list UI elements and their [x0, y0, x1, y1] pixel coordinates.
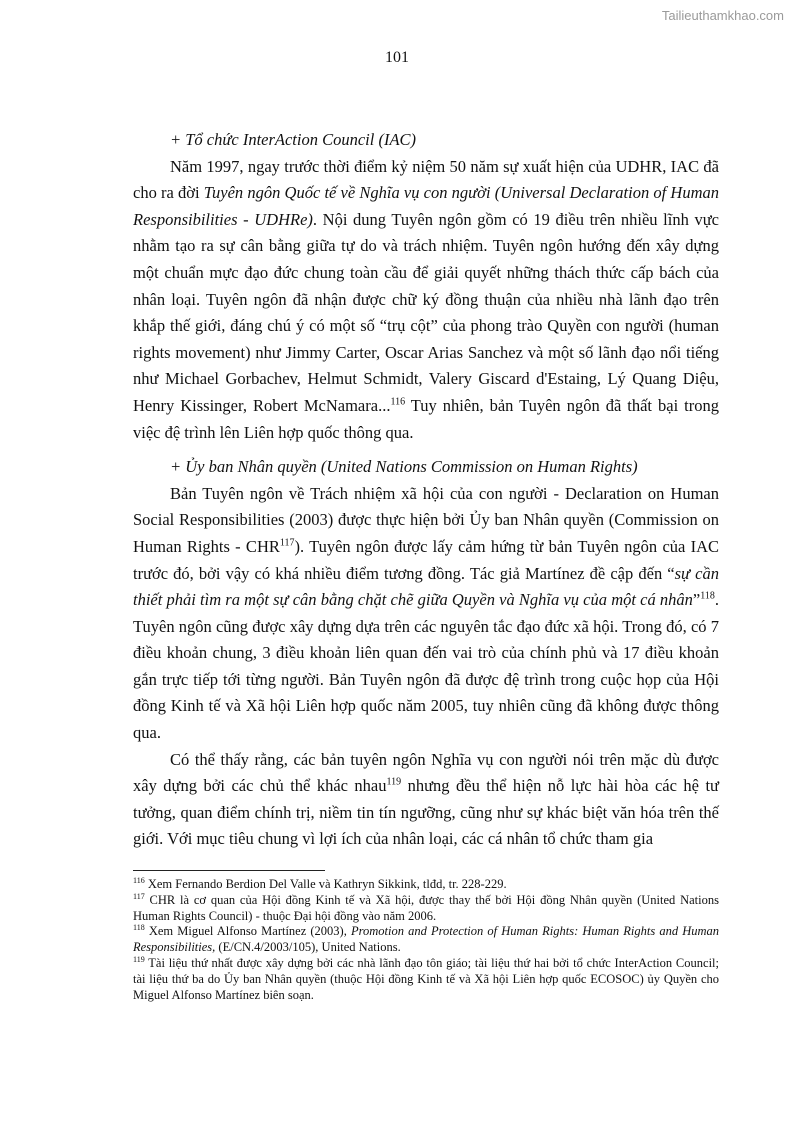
body-text — [133, 127, 719, 853]
footnote-ref-119[interactable]: 119 — [386, 776, 402, 788]
footnote-117 — [133, 893, 719, 925]
footnote-divider — [133, 870, 325, 871]
footnote-text: Xem Fernando Berdion Del Valle và Kathryn Sikkink, tlđd, tr. 228-229. — [144, 877, 507, 891]
footnotes — [133, 877, 719, 1003]
paragraph-text: Bản Tuyên ngôn về Trách nhiệm xã hội của con người - Declaration on Human Social Responsibilities (2003) được thực hiện bởi Ủy ban Nhân quyền (Commission on Human Rights - CHR — [133, 483, 719, 556]
paragraph-text: . Nội dung Tuyên ngôn gồm có 19 điều trên nhiều lĩnh vực nhằm tạo ra sự cân bằng giữa tự do và trách nhiệm. Tuyên ngôn hướng đến xây dựng một chuẩn mực đạo đức chung toàn cầu để giải quyết những thách thức cấp bách của nhân loại. Tuyên ngôn đã nhận được chữ ký đồng thuận của nhiều nhà lãnh đạo trên khắp thế giới, đáng chú ý có một số “trụ cột” của phong trào Quyền con người (human rights movement) như Jimmy Carter, Oscar Arias Sanchez và một số lãnh đạo nổi tiếng như Michael Gorbachev, Helmut Schmidt, Valery Giscard d'Estaing, Lý Quang Diệu, Henry Kissinger, Robert McNamara... — [133, 209, 719, 415]
paragraph-conclusion — [133, 747, 719, 853]
section-heading-commission: + Ủy ban Nhân quyền (United Nations Commission on Human Rights) — [170, 457, 638, 477]
paragraph-commission — [133, 481, 719, 747]
footnote-title: Promotion and Protection of Human Rights: Human Rights and Human Responsibilities, — [133, 924, 720, 955]
footnote-text: Tài liệu thứ nhất được xây dựng bởi các nhà lãnh đạo tôn giáo; tài liệu thứ hai bởi tổ chức InterAction Council; tài liệu thứ ba do Ủy ban Nhân quyền (thuộc Hội đồng Kinh tế và Xã hội Liên hợp quốc ECOSOC) ủy Quyền cho Miguel Alfonso Martínez biên soạn. — [133, 955, 719, 1002]
section-heading-iac: + Tổ chức InterAction Council (IAC) — [170, 130, 417, 149]
footnote-number: 117 — [133, 891, 145, 901]
page-number: 101 — [385, 49, 409, 66]
declaration-title: Tuyên ngôn Quốc tế về Nghĩa vụ con người (Universal Declaration of Human Responsibilities - UDHRe) — [133, 183, 719, 229]
footnote-ref-116[interactable]: 116 — [390, 396, 406, 408]
footnote-ref-118[interactable]: 118 — [700, 590, 715, 602]
footnote-text: Xem Miguel Alfonso Martínez (2003), — [144, 924, 351, 939]
footnote-116 — [133, 877, 719, 893]
paragraph-text: ). Tuyên ngôn được lấy cảm hứng từ bản Tuyên ngôn của IAC trước đó, bởi vậy có khá nhiều điểm tương đồng. Tác giả Martínez đề cập đến “ — [133, 536, 720, 583]
footnote-number: 116 — [133, 875, 145, 885]
footnote-ref-117[interactable]: 117 — [279, 537, 295, 549]
footnote-number: 119 — [133, 954, 145, 964]
paragraph-iac — [133, 154, 719, 447]
footnote-118 — [133, 924, 719, 956]
footnote-text: (E/CN.4/2003/105), United Nations. — [215, 940, 401, 955]
watermark: Tailieuthamkhao.com — [661, 8, 784, 23]
footnote-number: 118 — [133, 923, 145, 933]
footnote-119 — [133, 956, 719, 1003]
paragraph-text: ” — [692, 590, 701, 610]
paragraph-text: . Tuyên ngôn cũng được xây dựng dựa trên các nguyên tắc đạo đức xã hội. Trong đó, có 7 điều khoản chung, 3 điều khoản liên quan đến vai trò của chính phủ và 17 điều khoản gắn trực tiếp tới từng người. Bản Tuyên ngôn đã được đệ trình trong cuộc họp của Hội đồng Kinh tế và Xã hội Liên hợp quốc năm 2005, tuy nhiên cũng đã không được thông qua. — [133, 590, 719, 743]
paragraph-text: Năm 1997, ngay trước thời điểm kỷ niệm 50 năm sự xuất hiện của UDHR, IAC đã cho ra đời — [133, 156, 719, 203]
quoted-text: sự cần thiết phải tìm ra một sự cân bằng chặt chẽ giữa Quyền và Nghĩa vụ của một cá nhân — [133, 563, 720, 610]
paragraph-text: Có thể thấy rằng, các bản tuyên ngôn Nghĩa vụ con người nói trên mặc dù được xây dựng bởi các chủ thể khác nhau — [133, 749, 719, 796]
paragraph-text: nhưng đều thể hiện nỗ lực hài hòa các hệ tư tưởng, quan điểm chính trị, niềm tin tín ngưỡng, cũng như sự khác biệt văn hóa trên thế giới. Với mục tiêu chung vì lợi ích của nhân loại, các cá nhân tổ chức tham gia — [133, 776, 719, 849]
footnote-text: CHR là cơ quan của Hội đồng Kinh tế và Xã hội, được thay thế bởi Hội đồng Nhân quyền (United Nations Human Rights Council) - thuộc Đại hội đồng vào năm 2006. — [133, 892, 719, 923]
paragraph-text: Tuy nhiên, bản Tuyên ngôn đã thất bại trong việc đệ trình lên Liên hợp quốc thông qua. — [133, 395, 720, 442]
